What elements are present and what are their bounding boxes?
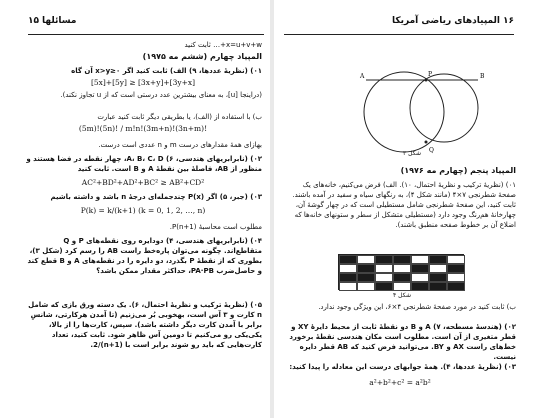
figure-4-chessboard: [338, 254, 464, 290]
left-text-integer: بهازای همهٔ مقدارهای درست m و n عددی است درست.: [98, 141, 262, 149]
board-cell: [447, 255, 465, 264]
board-cell: [357, 255, 375, 264]
left-olympiad-heading: المپیاد چهارم (ششم مه ۱۹۷۵): [142, 52, 262, 61]
board-cell: [429, 273, 447, 282]
left-problem-1b: ب) با استفاده از (الف)، یا بطریقی دیگر ثابت کنید عبارت: [97, 113, 262, 121]
left-page-header: [28, 16, 264, 34]
left-header-rule: [28, 34, 264, 35]
figure-3-circles: [332, 58, 502, 162]
label-b: B: [480, 73, 485, 80]
left-problem-1: ۰۱) (نظریهٔ عددها، ۹) الف) ثابت کنید اگر x>y≥۰ آن گاه: [71, 67, 262, 75]
board-cell: [339, 255, 357, 264]
point-q: [425, 141, 428, 144]
board-cell: [339, 273, 357, 282]
point-p: [425, 79, 428, 82]
board-cell: [447, 264, 465, 273]
label-a: A: [360, 73, 365, 80]
board-cell: [429, 255, 447, 264]
board-cell: [375, 264, 393, 273]
board-cell: [411, 282, 429, 291]
left-problem-4: ۰۴) (نابرابریهای هندسی، ۴) دودایره روی نقطه‌های P و Q متقاطع‌اند. چگونه می‌توان پاره‌خط راست AB را رسم کرد (شکل ۳)، بطوری که از نقطهٔ P بگذرد، دو دایره را در نقطه‌های A و B قطع کند و حاصل‌ضرب PA·PB، حداکثر مقدار ممکن باشد؟: [27, 237, 262, 275]
board-cell: [411, 255, 429, 264]
right-problem-3: ۰۳) (نظریهٔ عددها، ۴). همهٔ جوابهای درست این معادله را پیدا کنید:: [289, 363, 516, 371]
right-page-header: [284, 16, 514, 34]
left-page-title: مسائلها: [42, 16, 77, 26]
left-line-a: x=u+v+w+… ثابت کنید: [184, 41, 262, 49]
right-equation-1: a²+b²+c² = a²b²: [369, 378, 431, 387]
left-page-number: ۱۵: [28, 16, 39, 26]
right-problem-1a: ۰۱) (نظریهٔ ترکیب و نظریهٔ احتمال، ۱۰). الف) فرض می‌کنیم، خانه‌های یک صفحهٔ شطرنجی ۷×۴ (مانند شکل ۴)، به رنگهای سیاه و سفید در آمده باشند. ثابت کنید، این صفحهٔ شطرنجی شامل مستطیلی است که در چهار گوشهٔ آن، چهارخانهٔ هم‌رنگ وجود دارد (مستطیلی متشکل از سطر و ستونهای خانه‌ها که اضلاع آن بر خطوط صفحه منطبق باشند).: [292, 181, 516, 229]
board-cell: [411, 264, 429, 273]
left-text-find: مطلوب است محاسبهٔ P(n+1).: [169, 223, 262, 231]
board-cell: [393, 264, 411, 273]
board-cell: [447, 273, 465, 282]
board-cell: [447, 282, 465, 291]
right-olympiad-heading: المپیاد پنجم (چهارم مه ۱۹۷۶): [400, 166, 516, 175]
board-cell: [429, 282, 447, 291]
left-equation-1: [5x]+[5y] ≥ [3x+y]+[3y+x]: [90, 78, 196, 87]
right-problem-1b: ب) ثابت کنید در مورد صفحهٔ شطرنجی ۴×۶، این ویژگی وجود ندارد.: [318, 303, 516, 311]
left-problem-5: ۰۵) (نظریهٔ ترکیب و نظریهٔ احتمال، ۶). یک دسته ورق بازی که شامل n کارت و ۳ آس است، بهخوبی بُر می‌زنیم (تا آمدن هرکارتی، شانسِ برابر با آمدن کارت دیگر داشته باشد). سپس، کارت‌ها را از بالا، یکی‌یکی رو می‌کنیم تا دومین آس ظاهر شود. ثابت کنید، تعداد کارت‌هایی که باید رو شوند برابر است با (n+1)/2.: [28, 301, 262, 349]
board-cell: [357, 264, 375, 273]
right-page-number: ۱۶: [503, 16, 514, 26]
board-cell: [429, 264, 447, 273]
left-problem-2: ۰۲) (نابرابریهای هندسی، ۶) A، B، C، D، چهار نقطه در فضا هستند و منظور از AB، فاصلهٔ بین نقطهٔ A و B است. ثابت کنید: [26, 155, 262, 173]
board-cell: [339, 282, 357, 291]
board-cell: [411, 273, 429, 282]
board-cell: [375, 273, 393, 282]
board-cell: [393, 273, 411, 282]
left-equation-2: (5m)!(5n)! / m!n!(3m+n)!(3n+m)!: [78, 124, 208, 133]
right-header-rule: [284, 34, 514, 35]
board-cell: [375, 255, 393, 264]
board-cell: [357, 282, 375, 291]
board-cell: [393, 255, 411, 264]
figure-4-caption: شکل ۴: [392, 292, 412, 299]
right-page-title: المپیادهای ریاضی آمریکا: [392, 16, 500, 26]
board-cell: [393, 282, 411, 291]
left-problem-3: ۰۳) (جبر، ۵) اگر P(x) چندجمله‌ای درجهٔ n باشد و داشته باشیم: [50, 193, 262, 201]
left-note-floor: (دراینجا [u]، به معنای بیشترین عدد درستی است که از u تجاوز نکند).: [60, 91, 262, 99]
label-q: Q: [429, 147, 434, 154]
right-problem-2: ۰۲) (هندسهٔ مسطحه، ۷) A و B دو نقطهٔ ثابت از محیط دایرهٔ XY و قطر متغیری از آن است. مطلوب است مکان هندسی نقطهٔ برخورد خط‌های راست AX و BY. می‌توانید فرض کنید که AB قطر دایره نیست.: [289, 323, 516, 361]
label-p: P: [428, 71, 433, 78]
board-cell: [357, 273, 375, 282]
left-equation-4: P(k) = k/(k+1) (k = 0, 1, 2, …, n): [80, 206, 206, 215]
figure-3-caption: شکل ۳: [402, 150, 422, 157]
board-cell: [339, 264, 357, 273]
left-equation-3: AC²+BD²+AD²+BC² ≥ AB²+CD²: [81, 178, 205, 187]
right-page: [272, 0, 542, 418]
board-cell: [375, 282, 393, 291]
